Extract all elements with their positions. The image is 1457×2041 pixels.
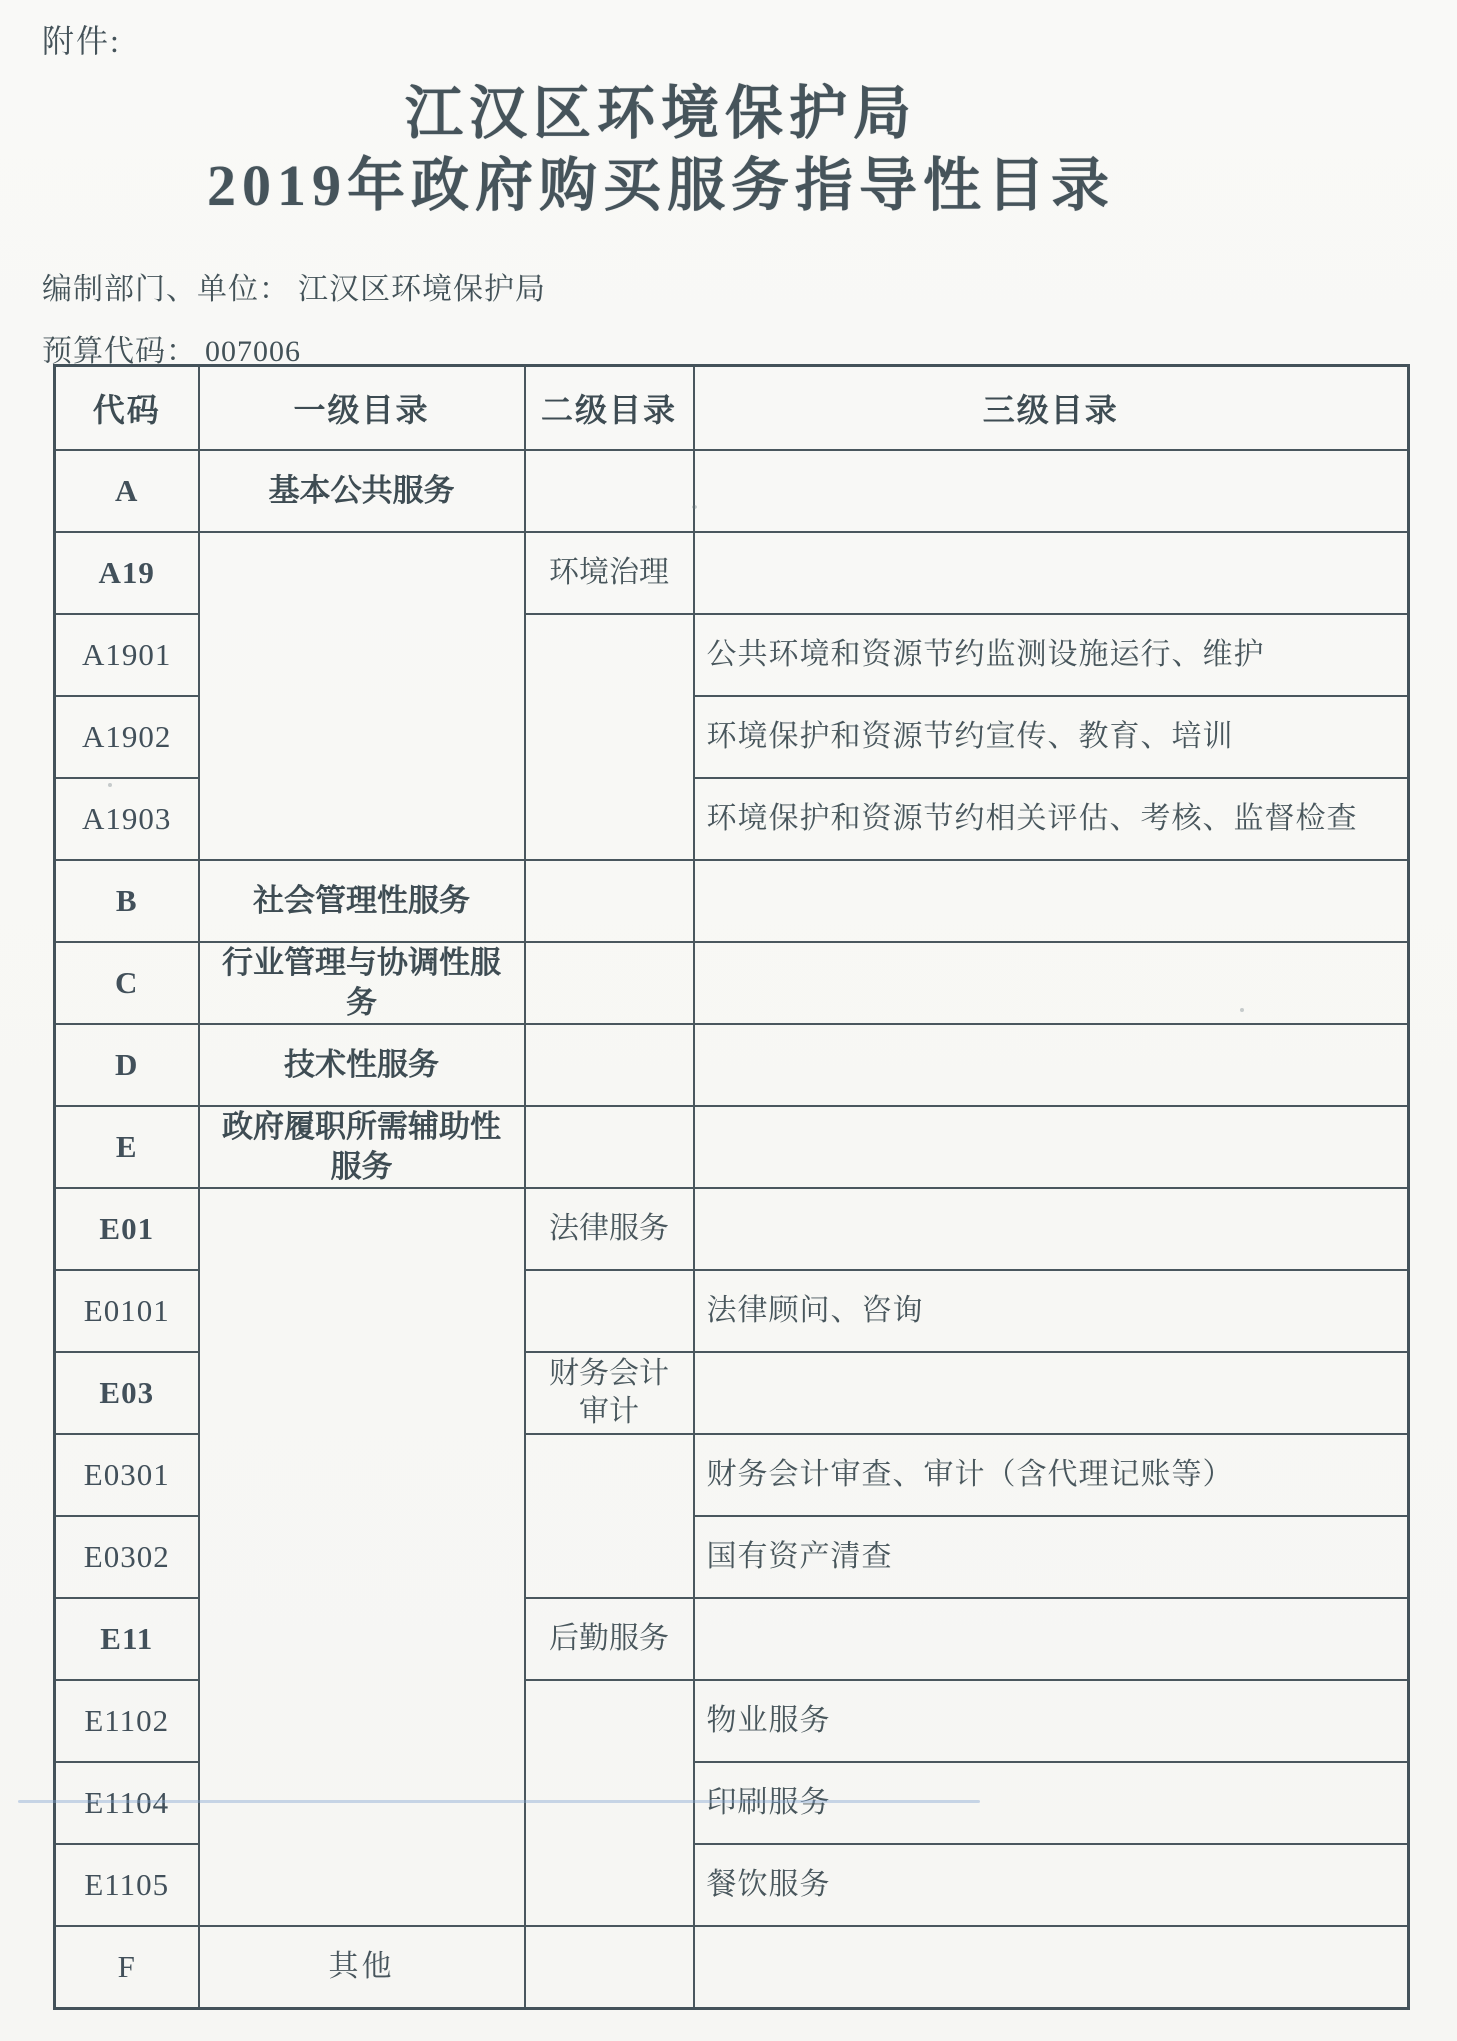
level1-cell: 社会管理性服务: [199, 860, 525, 942]
header-level1: 一级目录: [199, 366, 525, 451]
row-C: [55, 942, 1409, 1024]
code-cell: A1902: [55, 696, 199, 778]
level1-cell: 行业管理与协调性服务: [199, 942, 525, 1024]
row-E01: [55, 1188, 1409, 1270]
level3-cell: 餐饮服务: [694, 1844, 1409, 1926]
code-cell: E01: [55, 1188, 199, 1270]
prepared-by-value: 江汉区环境保护局: [298, 273, 546, 306]
level3-cell: 物业服务: [694, 1680, 1409, 1762]
level3-cell: [694, 1352, 1409, 1434]
row-A: [55, 450, 1409, 532]
level3-cell: 公共环境和资源节约监测设施运行、维护: [694, 614, 1409, 696]
level3-cell: [694, 532, 1409, 614]
header-level3: 三级目录: [694, 366, 1409, 451]
attachment-label: 附件:: [42, 23, 121, 59]
code-cell: E0302: [55, 1516, 199, 1598]
level1-merged-cell-E: [199, 1188, 525, 1926]
level2-cell: 环境治理: [525, 532, 694, 614]
level2-cell: [525, 1270, 694, 1352]
level2-merged-cell-A19: [525, 614, 694, 860]
code-cell: D: [55, 1024, 199, 1106]
level3-cell: [694, 1188, 1409, 1270]
level2-cell: [525, 942, 694, 1024]
level2-cell: [525, 860, 694, 942]
level1-cell: 政府履职所需辅助性服务: [199, 1106, 525, 1188]
code-cell: A1901: [55, 614, 199, 696]
level1-merged-cell-A: [199, 532, 525, 860]
level2-cell: [525, 1926, 694, 2009]
scan-artifact-line: [18, 1800, 980, 1803]
document-title: [0, 78, 1322, 222]
code-cell: E11: [55, 1598, 199, 1680]
level2-merged-cell-E03: [525, 1434, 694, 1598]
level2-cell: 后勤服务: [525, 1598, 694, 1680]
level2-cell: [525, 450, 694, 532]
code-cell: E1105: [55, 1844, 199, 1926]
row-D: [55, 1024, 1409, 1106]
code-cell: E0101: [55, 1270, 199, 1352]
code-cell: E03: [55, 1352, 199, 1434]
level2-cell: 财务会计审计: [525, 1352, 694, 1434]
level3-cell: [694, 1024, 1409, 1106]
level3-cell: 国有资产清查: [694, 1516, 1409, 1598]
level2-cell: 法律服务: [525, 1188, 694, 1270]
level1-cell: 基本公共服务: [199, 450, 525, 532]
code-cell: F: [55, 1926, 199, 2009]
level3-cell: 环境保护和资源节约宣传、教育、培训: [694, 696, 1409, 778]
code-cell: A1903: [55, 778, 199, 860]
level3-cell: [694, 1106, 1409, 1188]
code-cell: A19: [55, 532, 199, 614]
code-cell: E1102: [55, 1680, 199, 1762]
code-cell: A: [55, 450, 199, 532]
row-A19: [55, 532, 1409, 614]
scan-speck: [108, 783, 112, 787]
scan-speck: [1240, 1008, 1244, 1012]
title-line-1: 江汉区环境保护局: [404, 81, 917, 146]
code-cell: E: [55, 1106, 199, 1188]
row-B: [55, 860, 1409, 942]
code-cell: E0301: [55, 1434, 199, 1516]
header-level2: 二级目录: [525, 366, 694, 451]
code-cell: B: [55, 860, 199, 942]
level2-cell: [525, 1024, 694, 1106]
prepared-by-line: [42, 264, 546, 308]
row-E: [55, 1106, 1409, 1188]
prepared-by-label: 编制部门、单位：: [42, 273, 290, 306]
level3-cell: [694, 1926, 1409, 2009]
row-F: [55, 1926, 1409, 2009]
title-line-2: 2019年政府购买服务指导性目录: [206, 153, 1115, 218]
level3-cell: 印刷服务: [694, 1762, 1409, 1844]
level2-cell: [525, 1106, 694, 1188]
level3-cell: 财务会计审查、审计（含代理记账等）: [694, 1434, 1409, 1516]
header-code: 代码: [55, 366, 199, 451]
level3-cell: 法律顾问、咨询: [694, 1270, 1409, 1352]
budget-code-value: 007006: [205, 335, 301, 368]
catalog-table: [53, 364, 1410, 2010]
code-cell: C: [55, 942, 199, 1024]
level3-cell: [694, 942, 1409, 1024]
level3-cell: [694, 860, 1409, 942]
level1-cell: 技术性服务: [199, 1024, 525, 1106]
budget-code-label: 预算代码：: [42, 335, 197, 368]
scan-speck: [692, 505, 697, 509]
header-row: [55, 366, 1409, 451]
level1-cell: 其他: [199, 1926, 525, 2009]
code-cell: E1104: [55, 1762, 199, 1844]
level2-merged-cell-E11: [525, 1680, 694, 1926]
level3-cell: 环境保护和资源节约相关评估、考核、监督检查: [694, 778, 1409, 860]
level3-cell: [694, 1598, 1409, 1680]
level3-cell: [694, 450, 1409, 532]
